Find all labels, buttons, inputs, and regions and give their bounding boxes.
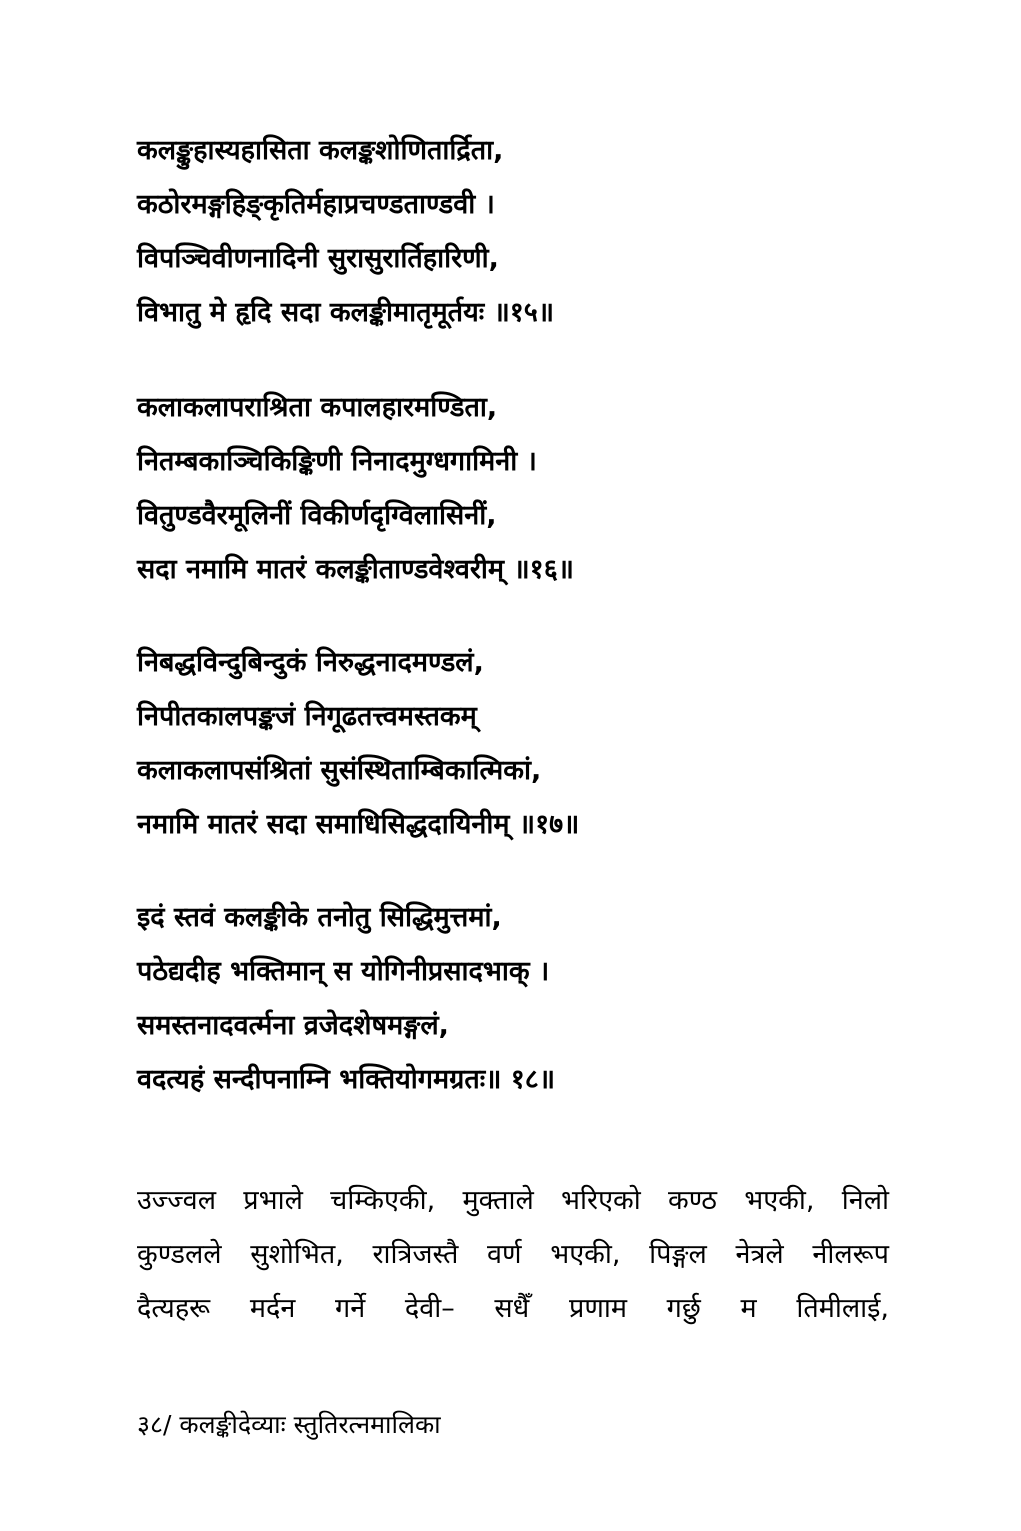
verse-line: विपञ्चिवीणनादिनी सुरासुरार्तिहारिणी, [137, 243, 499, 274]
verse-line: समस्तनादवर्त्मना व्रजेदशेषमङ्गलं, [137, 1010, 449, 1041]
verse-line: कलङ्कुहास्यहासिता कलङ्कशोणितार्द्रिता, [137, 135, 504, 166]
verse-line: कलाकलापराश्रिता कपालहारमण्डिता, [137, 392, 498, 423]
verse-line: विभातु मे हृदि सदा कलङ्कीमातृमूर्तयः ॥१५॥ [137, 297, 555, 328]
verse-18 [137, 891, 897, 1107]
commentary-line: दैत्यहरू मर्दन गर्ने देवी– सधैँ प्रणाम गर्छु म तिमीलाई, [137, 1293, 889, 1324]
page-footer: ३८/ कलङ्कीदेव्याः स्तुतिरत्नमालिका [137, 1410, 441, 1439]
verse-15 [137, 124, 897, 340]
verse-line: इदं स्तवं कलङ्कीके तनोतु सिद्धिमुत्तमां, [137, 902, 502, 933]
verse-line: कलाकलापसंश्रितां सुसंस्थिताम्बिकात्मिकां, [137, 755, 542, 786]
verse-16 [137, 381, 897, 597]
verse-line: सदा नमामि मातरं कलङ्कीताण्डवेश्वरीम् ॥१६॥ [137, 554, 574, 585]
verse-line: कठोरमङ्गहिङ्कृतिर्महाप्रचण्डताण्डवी । [137, 189, 495, 220]
commentary-paragraph [137, 1174, 889, 1336]
commentary-line: कुण्डलले सुशोभित, रात्रिजस्तै वर्ण भएकी, पिङ्गल नेत्रले नीलरूप [137, 1239, 889, 1270]
verse-line: पठेद्यदीह भक्तिमान् स योगिनीप्रसादभाक् । [137, 956, 550, 987]
verse-17 [137, 636, 897, 852]
verse-line: नमामि मातरं सदा समाधिसिद्धदायिनीम् ॥१७॥ [137, 809, 580, 840]
verse-line: वदत्यहं सन्दीपनाम्नि भक्तियोगमग्रतः॥ १८॥ [137, 1064, 556, 1095]
verse-line: निबद्धविन्दुबिन्दुकं निरुद्धनादमण्डलं, [137, 647, 484, 678]
verse-line: निपीतकालपङ्कजं निगूढतत्त्वमस्तकम् [137, 701, 477, 732]
verse-line: वितुण्डवैरमूलिनीं विकीर्णदृग्विलासिनीं, [137, 500, 497, 531]
verse-line: नितम्बकाञ्चिकिङ्किणी निनादमुग्धगामिनी । [137, 446, 537, 477]
commentary-line: उज्ज्वल प्रभाले चम्किएकी, मुक्ताले भरिएको कण्ठ भएकी, निलो [137, 1185, 889, 1216]
